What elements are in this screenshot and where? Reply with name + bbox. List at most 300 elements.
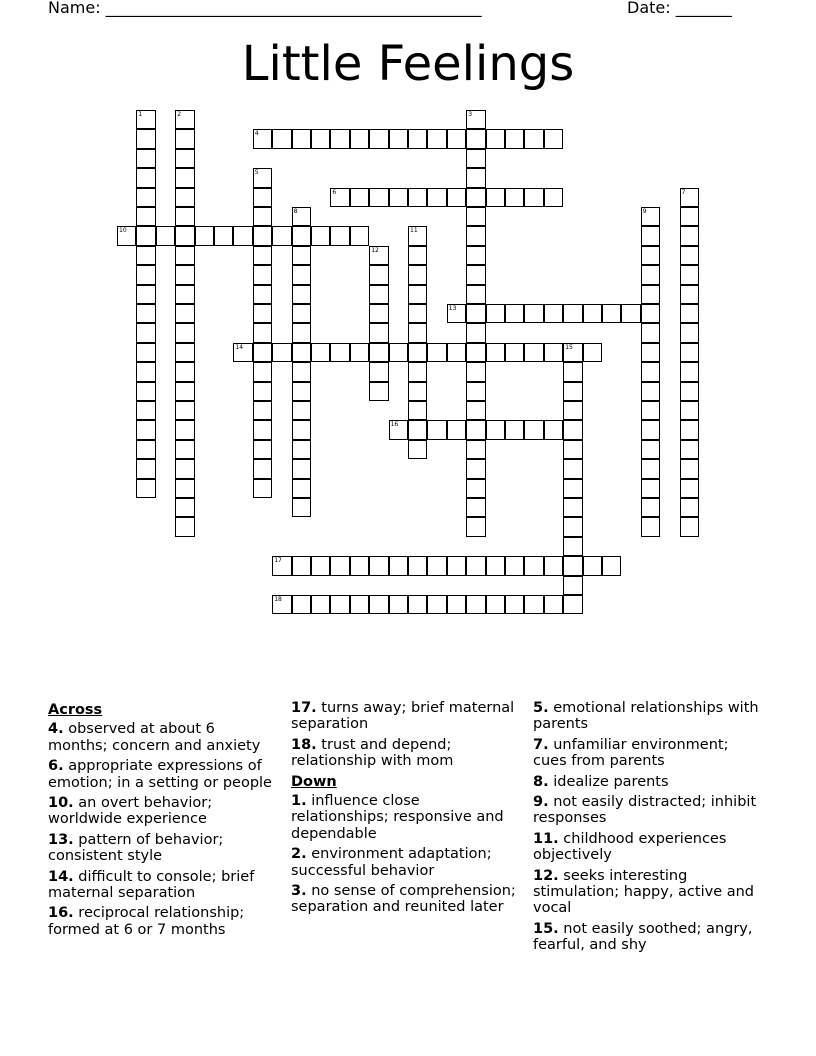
- grid-cell: [466, 401, 485, 420]
- grid-cell: [466, 517, 485, 536]
- grid-cell: [136, 188, 155, 207]
- cell-number: 8: [293, 208, 298, 215]
- grid-cell: [466, 440, 485, 459]
- grid-cell: [427, 188, 446, 207]
- clue-down-2: [291, 846, 521, 879]
- clue-across-16: [48, 905, 278, 938]
- clue-across-6: [48, 758, 278, 791]
- grid-cell: [136, 343, 155, 362]
- grid-cell: [466, 129, 485, 148]
- clue-down-12: [533, 868, 763, 917]
- grid-cell: [253, 226, 272, 245]
- grid-cell: [408, 556, 427, 575]
- grid-cell: [563, 576, 582, 595]
- grid-cell: [292, 401, 311, 420]
- grid-cell: [175, 498, 194, 517]
- grid-cell: [641, 479, 660, 498]
- grid-cell: [466, 556, 485, 575]
- grid-cell: [136, 168, 155, 187]
- grid-cell: [292, 343, 311, 362]
- grid-cell: [641, 304, 660, 323]
- grid-cell: [292, 498, 311, 517]
- grid-cell: [136, 420, 155, 439]
- grid-cell: [544, 129, 563, 148]
- grid-cell: [175, 149, 194, 168]
- grid-cell: [389, 595, 408, 614]
- grid-cell: [563, 343, 582, 362]
- cell-number: 5: [254, 169, 259, 177]
- grid-cell: [466, 323, 485, 342]
- grid-cell: [641, 362, 660, 381]
- grid-cell: [175, 129, 194, 148]
- grid-cell: [253, 168, 272, 187]
- date-line: Date: _______: [627, 0, 732, 17]
- clue-text: trust and depend; relationship with mom: [291, 736, 454, 770]
- cell-number: 1: [138, 111, 143, 118]
- grid-cell: [680, 382, 699, 401]
- grid-cell: [389, 343, 408, 362]
- grid-cell: [680, 517, 699, 536]
- grid-cell: [544, 595, 563, 614]
- grid-cell: [641, 343, 660, 362]
- grid-cell: [292, 479, 311, 498]
- grid-cell: [505, 129, 524, 148]
- cell-number: 17: [274, 557, 282, 565]
- clue-text: difficult to console; brief maternal separation: [48, 868, 255, 902]
- grid-cell: [175, 110, 194, 129]
- grid-cell: [641, 440, 660, 459]
- grid-cell: [136, 304, 155, 323]
- grid-cell: [389, 420, 408, 439]
- grid-cell: [466, 420, 485, 439]
- grid-cell: [195, 226, 214, 245]
- grid-cell: [563, 304, 582, 323]
- grid-cell: [602, 304, 621, 323]
- cell-number: 15: [565, 343, 573, 351]
- grid-cell: [544, 420, 563, 439]
- grid-cell: [292, 207, 311, 226]
- clue-number: 15.: [533, 920, 559, 937]
- grid-cell: [272, 595, 291, 614]
- grid-cell: [680, 188, 699, 207]
- grid-cell: [680, 226, 699, 245]
- grid-cell: [311, 556, 330, 575]
- grid-cell: [292, 265, 311, 284]
- clue-number: 11.: [533, 830, 559, 847]
- grid-cell: [680, 285, 699, 304]
- grid-cell: [175, 168, 194, 187]
- clue-number: 13.: [48, 831, 74, 848]
- clue-number: 7.: [533, 736, 549, 753]
- clue-across-10: [48, 795, 278, 828]
- grid-cell: [389, 556, 408, 575]
- grid-cell: [389, 129, 408, 148]
- grid-cell: [563, 459, 582, 478]
- grid-cell: [369, 304, 388, 323]
- grid-cell: [466, 149, 485, 168]
- grid-cell: [427, 343, 446, 362]
- grid-cell: [641, 401, 660, 420]
- grid-cell: [427, 556, 446, 575]
- grid-cell: [117, 226, 136, 245]
- grid-cell: [466, 207, 485, 226]
- grid-cell: [330, 556, 349, 575]
- grid-cell: [350, 556, 369, 575]
- grid-cell: [330, 343, 349, 362]
- grid-cell: [253, 129, 272, 148]
- grid-cell: [253, 420, 272, 439]
- grid-cell: [369, 323, 388, 342]
- grid-cell: [486, 556, 505, 575]
- cell-number: 13: [448, 305, 457, 312]
- grid-cell: [369, 382, 388, 401]
- grid-cell: [641, 459, 660, 478]
- grid-cell: [583, 304, 602, 323]
- cell-number: 7: [681, 188, 686, 196]
- grid-cell: [311, 129, 330, 148]
- grid-cell: [136, 246, 155, 265]
- grid-cell: [447, 595, 466, 614]
- grid-cell: [408, 362, 427, 381]
- grid-cell: [175, 382, 194, 401]
- grid-cell: [350, 226, 369, 245]
- grid-cell: [292, 556, 311, 575]
- grid-cell: [272, 343, 291, 362]
- clue-down-15: [533, 921, 763, 954]
- grid-cell: [175, 479, 194, 498]
- grid-cell: [136, 459, 155, 478]
- grid-cell: [408, 420, 427, 439]
- grid-cell: [466, 246, 485, 265]
- grid-cell: [253, 343, 272, 362]
- grid-cell: [524, 420, 543, 439]
- grid-cell: [253, 285, 272, 304]
- grid-cell: [544, 343, 563, 362]
- grid-cell: [524, 188, 543, 207]
- grid-cell: [175, 401, 194, 420]
- clue-text: reciprocal relationship; formed at 6 or 7 months: [48, 905, 245, 938]
- grid-cell: [175, 246, 194, 265]
- clue-text: pattern of behavior; consistent style: [48, 831, 224, 865]
- cell-number: 11: [410, 227, 418, 235]
- clue-down-11: [533, 831, 763, 864]
- grid-cell: [427, 129, 446, 148]
- grid-cell: [466, 285, 485, 304]
- grid-cell: [136, 110, 155, 129]
- grid-cell: [427, 420, 446, 439]
- grid-cell: [175, 420, 194, 439]
- grid-cell: [408, 595, 427, 614]
- clue-column-3: [533, 700, 763, 958]
- grid-cell: [292, 246, 311, 265]
- grid-cell: [486, 188, 505, 207]
- grid-cell: [292, 595, 311, 614]
- clue-number: 12.: [533, 867, 559, 884]
- clue-number: 5.: [533, 700, 549, 716]
- grid-cell: [486, 595, 505, 614]
- grid-cell: [408, 188, 427, 207]
- grid-cell: [505, 188, 524, 207]
- grid-cell: [175, 517, 194, 536]
- grid-cell: [466, 382, 485, 401]
- grid-cell: [292, 382, 311, 401]
- grid-cell: [583, 556, 602, 575]
- grid-cell: [563, 479, 582, 498]
- grid-cell: [408, 129, 427, 148]
- grid-cell: [369, 556, 388, 575]
- grid-cell: [680, 343, 699, 362]
- clue-number: 17.: [291, 700, 317, 716]
- clue-number: 1.: [291, 793, 307, 810]
- grid-cell: [641, 517, 660, 536]
- grid-cell: [505, 304, 524, 323]
- grid-cell: [408, 382, 427, 401]
- grid-cell: [253, 265, 272, 284]
- grid-cell: [292, 362, 311, 381]
- clue-across-14: [48, 869, 278, 902]
- grid-cell: [466, 479, 485, 498]
- grid-cell: [466, 362, 485, 381]
- cell-number: 6: [332, 188, 337, 196]
- grid-cell: [253, 323, 272, 342]
- grid-cell: [292, 226, 311, 245]
- grid-cell: [680, 304, 699, 323]
- clue-down-1: [291, 793, 521, 842]
- grid-cell: [563, 362, 582, 381]
- grid-cell: [447, 188, 466, 207]
- grid-cell: [563, 401, 582, 420]
- clue-down-8: [533, 774, 763, 790]
- grid-cell: [253, 440, 272, 459]
- grid-cell: [524, 129, 543, 148]
- grid-cell: [408, 226, 427, 245]
- grid-cell: [369, 246, 388, 265]
- grid-cell: [524, 343, 543, 362]
- grid-cell: [563, 420, 582, 439]
- clue-number: 3.: [291, 883, 307, 900]
- grid-cell: [408, 401, 427, 420]
- grid-cell: [214, 226, 233, 245]
- grid-cell: [466, 188, 485, 207]
- grid-cell: [680, 323, 699, 342]
- grid-cell: [641, 498, 660, 517]
- grid-cell: [563, 517, 582, 536]
- grid-cell: [253, 207, 272, 226]
- grid-cell: [136, 207, 155, 226]
- grid-cell: [641, 265, 660, 284]
- grid-cell: [175, 343, 194, 362]
- grid-cell: [408, 285, 427, 304]
- clue-text: emotional relationships with parents: [533, 700, 759, 733]
- clue-text: turns away; brief maternal separation: [291, 700, 515, 733]
- grid-cell: [136, 226, 155, 245]
- clue-number: 10.: [48, 795, 74, 812]
- grid-cell: [369, 188, 388, 207]
- grid-cell: [292, 420, 311, 439]
- clue-text: no sense of comprehension; separation and reunited later: [291, 883, 516, 916]
- grid-cell: [175, 459, 194, 478]
- grid-cell: [253, 362, 272, 381]
- grid-cell: [253, 479, 272, 498]
- cell-number: 14: [235, 343, 244, 351]
- clue-column-2: [291, 700, 521, 920]
- grid-cell: [466, 110, 485, 129]
- grid-cell: [447, 556, 466, 575]
- cell-number: 18: [274, 596, 282, 603]
- page-title: Little Feelings: [241, 36, 575, 92]
- grid-cell: [466, 168, 485, 187]
- cell-number: 3: [468, 111, 473, 118]
- grid-cell: [408, 440, 427, 459]
- grid-cell: [253, 304, 272, 323]
- grid-cell: [389, 188, 408, 207]
- grid-cell: [175, 304, 194, 323]
- clue-text: observed at about 6 months; concern and anxiety: [48, 721, 261, 754]
- clue-text: unfamiliar environment; cues from parents: [533, 736, 729, 770]
- grid-cell: [311, 343, 330, 362]
- grid-cell: [311, 226, 330, 245]
- clue-number: 2.: [291, 846, 307, 863]
- grid-cell: [583, 343, 602, 362]
- grid-cell: [621, 304, 640, 323]
- clue-down-9: [533, 794, 763, 827]
- grid-cell: [350, 595, 369, 614]
- grid-cell: [408, 343, 427, 362]
- grid-cell: [408, 265, 427, 284]
- grid-cell: [330, 595, 349, 614]
- grid-cell: [369, 285, 388, 304]
- clue-text: environment adaptation; successful behavior: [291, 846, 492, 879]
- grid-cell: [350, 188, 369, 207]
- grid-cell: [175, 323, 194, 342]
- grid-cell: [524, 595, 543, 614]
- grid-cell: [447, 420, 466, 439]
- grid-cell: [369, 343, 388, 362]
- grid-cell: [563, 595, 582, 614]
- grid-cell: [233, 343, 252, 362]
- grid-cell: [292, 129, 311, 148]
- cell-number: 4: [254, 130, 259, 138]
- grid-cell: [505, 595, 524, 614]
- grid-cell: [272, 556, 291, 575]
- clue-number: 9.: [533, 794, 549, 811]
- grid-cell: [505, 420, 524, 439]
- grid-cell: [330, 188, 349, 207]
- grid-cell: [680, 498, 699, 517]
- grid-cell: [524, 556, 543, 575]
- grid-cell: [563, 537, 582, 556]
- clue-number: 6.: [48, 758, 64, 775]
- grid-cell: [505, 343, 524, 362]
- grid-cell: [680, 246, 699, 265]
- grid-cell: [563, 498, 582, 517]
- grid-cell: [466, 265, 485, 284]
- grid-cell: [311, 595, 330, 614]
- grid-cell: [563, 382, 582, 401]
- clue-number: 8.: [533, 773, 549, 790]
- clue-text: childhood experiences objectively: [533, 830, 727, 864]
- grid-cell: [486, 343, 505, 362]
- clue-text: seeks interesting stimulation; happy, active and vocal: [533, 867, 755, 917]
- grid-cell: [369, 129, 388, 148]
- cell-number: 2: [177, 111, 182, 118]
- grid-cell: [136, 440, 155, 459]
- grid-cell: [680, 265, 699, 284]
- grid-cell: [563, 440, 582, 459]
- grid-cell: [466, 226, 485, 245]
- grid-cell: [233, 226, 252, 245]
- clue-text: influence close relationships; responsive and dependable: [291, 793, 504, 842]
- grid-cell: [486, 304, 505, 323]
- grid-cell: [136, 479, 155, 498]
- grid-cell: [350, 129, 369, 148]
- grid-cell: [680, 207, 699, 226]
- grid-cell: [136, 382, 155, 401]
- grid-cell: [253, 188, 272, 207]
- grid-cell: [272, 129, 291, 148]
- clue-text: idealize parents: [553, 773, 669, 790]
- down-heading: Down: [291, 773, 337, 790]
- grid-cell: [175, 362, 194, 381]
- clue-down-7: [533, 737, 763, 770]
- grid-cell: [136, 285, 155, 304]
- grid-cell: [253, 246, 272, 265]
- grid-cell: [136, 149, 155, 168]
- grid-cell: [466, 343, 485, 362]
- grid-cell: [175, 226, 194, 245]
- grid-cell: [292, 323, 311, 342]
- grid-cell: [136, 401, 155, 420]
- grid-cell: [136, 362, 155, 381]
- grid-cell: [466, 459, 485, 478]
- clue-across-17: [291, 700, 521, 733]
- grid-cell: [136, 323, 155, 342]
- name-line: Name: _______________________________________________: [48, 0, 482, 17]
- grid-cell: [466, 304, 485, 323]
- grid-cell: [680, 459, 699, 478]
- grid-cell: [680, 420, 699, 439]
- grid-cell: [544, 304, 563, 323]
- grid-cell: [680, 401, 699, 420]
- grid-cell: [486, 129, 505, 148]
- grid-cell: [175, 285, 194, 304]
- clue-across-13: [48, 832, 278, 865]
- grid-cell: [427, 595, 446, 614]
- grid-cell: [292, 285, 311, 304]
- grid-cell: [641, 323, 660, 342]
- grid-cell: [408, 304, 427, 323]
- grid-cell: [641, 382, 660, 401]
- clue-number: 18.: [291, 736, 317, 753]
- grid-cell: [544, 188, 563, 207]
- grid-cell: [641, 420, 660, 439]
- grid-cell: [447, 343, 466, 362]
- grid-cell: [408, 323, 427, 342]
- clue-across-18: [291, 737, 521, 770]
- cell-number: 12: [371, 246, 379, 254]
- clue-across-4: [48, 721, 278, 754]
- clue-down-5: [533, 700, 763, 733]
- grid-cell: [680, 440, 699, 459]
- grid-cell: [253, 459, 272, 478]
- clue-number: 16.: [48, 905, 74, 922]
- grid-cell: [369, 265, 388, 284]
- grid-cell: [272, 226, 291, 245]
- clue-column-1: [48, 700, 278, 942]
- clue-text: appropriate expressions of emotion; in a setting or people: [48, 758, 272, 791]
- grid-cell: [136, 129, 155, 148]
- grid-cell: [680, 362, 699, 381]
